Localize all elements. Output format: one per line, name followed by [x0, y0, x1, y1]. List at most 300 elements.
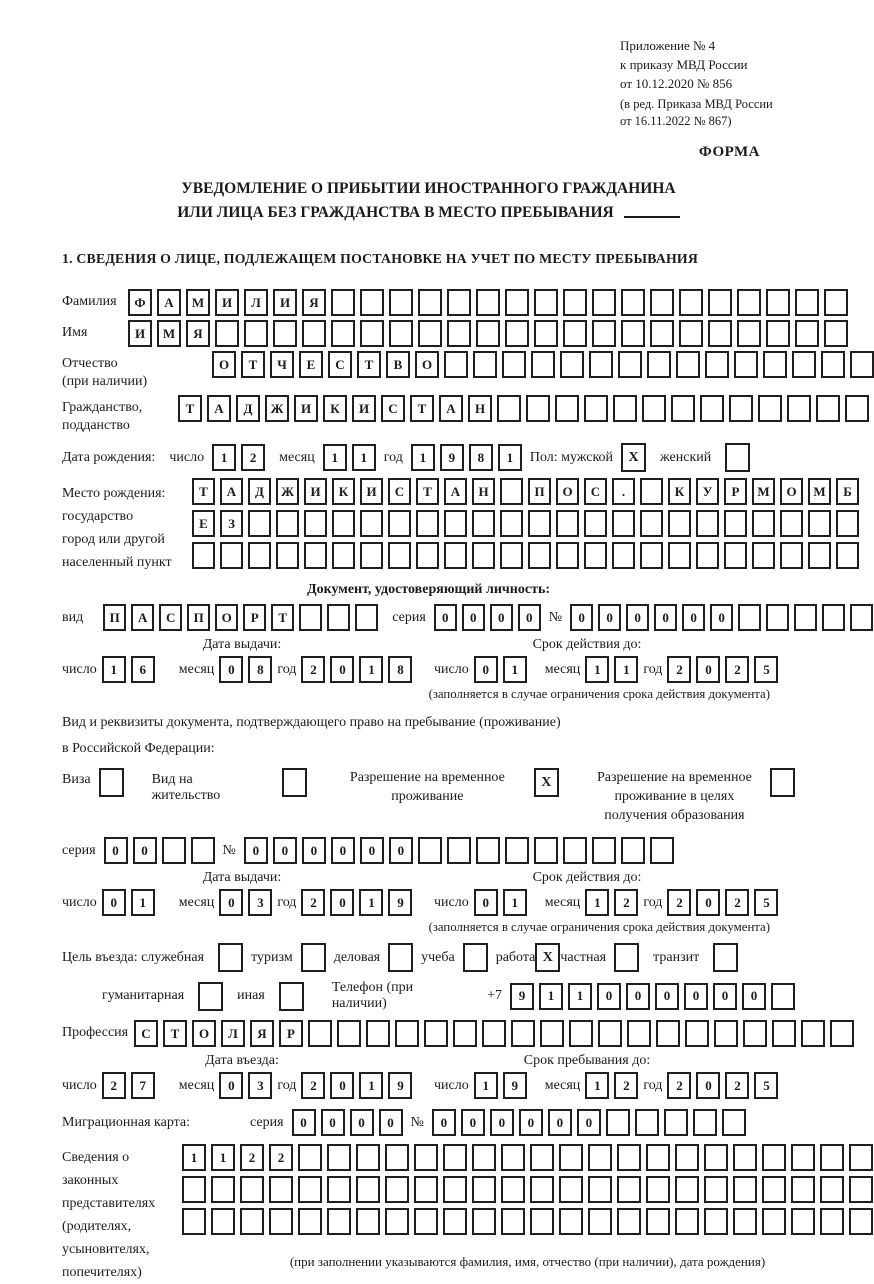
char-cell[interactable]: 1 — [585, 889, 609, 916]
char-cell[interactable] — [563, 289, 587, 316]
char-cell[interactable]: А — [157, 289, 181, 316]
char-cell[interactable] — [505, 837, 529, 864]
char-cell[interactable] — [418, 320, 442, 347]
char-cell[interactable] — [738, 604, 761, 631]
char-cell[interactable] — [850, 351, 874, 378]
char-cell[interactable]: И — [352, 395, 376, 422]
char-cell[interactable]: 0 — [461, 1109, 485, 1136]
char-cell[interactable] — [443, 1208, 467, 1235]
char-cell[interactable] — [850, 604, 873, 631]
char-cell[interactable] — [704, 1144, 728, 1171]
char-cell[interactable]: 1 — [585, 656, 609, 683]
char-cell[interactable] — [497, 395, 521, 422]
char-cell[interactable]: 0 — [219, 1072, 243, 1099]
char-cell[interactable]: 9 — [388, 889, 412, 916]
char-cell[interactable] — [752, 510, 775, 537]
char-cell[interactable] — [416, 542, 439, 569]
char-cell[interactable] — [331, 320, 355, 347]
char-cell[interactable] — [588, 1144, 612, 1171]
char-cell[interactable] — [588, 1176, 612, 1203]
char-cell[interactable] — [824, 289, 848, 316]
purpose-official-checkbox[interactable] — [218, 943, 243, 972]
char-cell[interactable] — [276, 542, 299, 569]
char-cell[interactable] — [473, 351, 497, 378]
char-cell[interactable]: С — [381, 395, 405, 422]
char-cell[interactable]: 0 — [518, 604, 541, 631]
char-cell[interactable]: Б — [836, 478, 859, 505]
char-cell[interactable] — [617, 1176, 641, 1203]
char-cell[interactable]: 1 — [131, 889, 155, 916]
char-cell[interactable]: 0 — [292, 1109, 316, 1136]
char-cell[interactable]: 0 — [102, 889, 126, 916]
char-cell[interactable] — [192, 542, 215, 569]
char-cell[interactable] — [482, 1020, 506, 1047]
char-cell[interactable]: И — [294, 395, 318, 422]
char-cell[interactable] — [640, 542, 663, 569]
char-cell[interactable] — [501, 1176, 525, 1203]
char-cell[interactable] — [836, 510, 859, 537]
char-cell[interactable]: 0 — [519, 1109, 543, 1136]
char-cell[interactable] — [705, 351, 729, 378]
char-cell[interactable] — [676, 351, 700, 378]
char-cell[interactable]: 0 — [654, 604, 677, 631]
char-cell[interactable] — [733, 1176, 757, 1203]
char-cell[interactable] — [791, 1176, 815, 1203]
purpose-private-checkbox[interactable] — [614, 943, 639, 972]
char-cell[interactable]: О — [215, 604, 238, 631]
char-cell[interactable] — [182, 1208, 206, 1235]
char-cell[interactable] — [298, 1176, 322, 1203]
char-cell[interactable]: К — [668, 478, 691, 505]
char-cell[interactable] — [646, 1208, 670, 1235]
char-cell[interactable]: 2 — [667, 1072, 691, 1099]
char-cell[interactable] — [598, 1020, 622, 1047]
char-cell[interactable]: 0 — [577, 1109, 601, 1136]
char-cell[interactable]: 1 — [503, 889, 527, 916]
char-cell[interactable] — [443, 1144, 467, 1171]
char-cell[interactable] — [500, 542, 523, 569]
char-cell[interactable] — [356, 1144, 380, 1171]
char-cell[interactable] — [302, 320, 326, 347]
char-cell[interactable] — [476, 837, 500, 864]
char-cell[interactable] — [795, 320, 819, 347]
char-cell[interactable] — [621, 320, 645, 347]
purpose-work-checkbox[interactable]: X — [535, 943, 560, 972]
char-cell[interactable]: Ч — [270, 351, 294, 378]
char-cell[interactable] — [787, 395, 811, 422]
char-cell[interactable]: 2 — [725, 656, 749, 683]
char-cell[interactable]: А — [131, 604, 154, 631]
char-cell[interactable]: 0 — [379, 1109, 403, 1136]
char-cell[interactable]: О — [192, 1020, 216, 1047]
char-cell[interactable] — [650, 837, 674, 864]
char-cell[interactable]: 0 — [330, 656, 354, 683]
char-cell[interactable]: 0 — [570, 604, 593, 631]
char-cell[interactable]: С — [388, 478, 411, 505]
char-cell[interactable] — [304, 542, 327, 569]
purpose-business-checkbox[interactable] — [388, 943, 413, 972]
char-cell[interactable] — [215, 320, 239, 347]
char-cell[interactable]: 2 — [614, 1072, 638, 1099]
char-cell[interactable] — [385, 1144, 409, 1171]
char-cell[interactable] — [737, 289, 761, 316]
char-cell[interactable] — [273, 320, 297, 347]
char-cell[interactable] — [424, 1020, 448, 1047]
char-cell[interactable] — [540, 1020, 564, 1047]
char-cell[interactable]: 2 — [667, 656, 691, 683]
char-cell[interactable] — [650, 320, 674, 347]
char-cell[interactable] — [248, 510, 271, 537]
char-cell[interactable]: 1 — [474, 1072, 498, 1099]
char-cell[interactable] — [849, 1208, 873, 1235]
char-cell[interactable]: 2 — [301, 1072, 325, 1099]
char-cell[interactable] — [647, 351, 671, 378]
char-cell[interactable] — [220, 542, 243, 569]
char-cell[interactable] — [559, 1208, 583, 1235]
char-cell[interactable] — [733, 1208, 757, 1235]
char-cell[interactable]: 9 — [510, 983, 534, 1010]
char-cell[interactable] — [366, 1020, 390, 1047]
char-cell[interactable] — [211, 1176, 235, 1203]
char-cell[interactable] — [737, 320, 761, 347]
char-cell[interactable] — [360, 289, 384, 316]
char-cell[interactable] — [356, 1208, 380, 1235]
char-cell[interactable]: 2 — [269, 1144, 293, 1171]
char-cell[interactable] — [743, 1020, 767, 1047]
char-cell[interactable] — [502, 351, 526, 378]
char-cell[interactable] — [444, 510, 467, 537]
char-cell[interactable]: 0 — [474, 889, 498, 916]
char-cell[interactable]: 3 — [248, 889, 272, 916]
char-cell[interactable]: 2 — [667, 889, 691, 916]
char-cell[interactable] — [780, 510, 803, 537]
char-cell[interactable]: О — [780, 478, 803, 505]
char-cell[interactable]: 0 — [684, 983, 708, 1010]
char-cell[interactable] — [476, 320, 500, 347]
char-cell[interactable]: П — [103, 604, 126, 631]
char-cell[interactable]: Т — [357, 351, 381, 378]
char-cell[interactable] — [418, 837, 442, 864]
char-cell[interactable]: 9 — [503, 1072, 527, 1099]
char-cell[interactable] — [472, 510, 495, 537]
char-cell[interactable] — [472, 1176, 496, 1203]
char-cell[interactable] — [443, 1176, 467, 1203]
char-cell[interactable]: М — [157, 320, 181, 347]
char-cell[interactable]: Я — [302, 289, 326, 316]
char-cell[interactable] — [388, 510, 411, 537]
char-cell[interactable] — [801, 1020, 825, 1047]
char-cell[interactable]: Т — [410, 395, 434, 422]
char-cell[interactable] — [244, 320, 268, 347]
char-cell[interactable]: О — [556, 478, 579, 505]
char-cell[interactable] — [617, 1144, 641, 1171]
char-cell[interactable] — [675, 1144, 699, 1171]
char-cell[interactable]: В — [386, 351, 410, 378]
char-cell[interactable] — [472, 1208, 496, 1235]
char-cell[interactable]: С — [134, 1020, 158, 1047]
char-cell[interactable] — [304, 510, 327, 537]
char-cell[interactable]: З — [220, 510, 243, 537]
char-cell[interactable] — [327, 1144, 351, 1171]
char-cell[interactable] — [724, 542, 747, 569]
char-cell[interactable]: 0 — [710, 604, 733, 631]
char-cell[interactable] — [531, 351, 555, 378]
char-cell[interactable]: М — [186, 289, 210, 316]
char-cell[interactable] — [526, 395, 550, 422]
char-cell[interactable]: 1 — [323, 444, 347, 471]
char-cell[interactable] — [708, 320, 732, 347]
char-cell[interactable]: 1 — [212, 444, 236, 471]
char-cell[interactable] — [792, 351, 816, 378]
char-cell[interactable] — [640, 478, 663, 505]
char-cell[interactable] — [528, 510, 551, 537]
char-cell[interactable]: 1 — [539, 983, 563, 1010]
purpose-other-checkbox[interactable] — [279, 982, 304, 1011]
char-cell[interactable] — [416, 510, 439, 537]
char-cell[interactable]: М — [808, 478, 831, 505]
char-cell[interactable] — [830, 1020, 854, 1047]
char-cell[interactable]: 0 — [626, 604, 649, 631]
char-cell[interactable] — [780, 542, 803, 569]
char-cell[interactable]: 0 — [331, 837, 355, 864]
char-cell[interactable] — [584, 542, 607, 569]
char-cell[interactable]: С — [159, 604, 182, 631]
char-cell[interactable] — [766, 289, 790, 316]
char-cell[interactable] — [762, 1208, 786, 1235]
char-cell[interactable]: Л — [221, 1020, 245, 1047]
char-cell[interactable]: О — [415, 351, 439, 378]
char-cell[interactable] — [668, 542, 691, 569]
purpose-humanitarian-checkbox[interactable] — [198, 982, 223, 1011]
char-cell[interactable]: . — [612, 478, 635, 505]
char-cell[interactable] — [569, 1020, 593, 1047]
purpose-tourism-checkbox[interactable] — [301, 943, 326, 972]
char-cell[interactable]: 1 — [359, 889, 383, 916]
char-cell[interactable] — [556, 542, 579, 569]
char-cell[interactable] — [824, 320, 848, 347]
char-cell[interactable] — [528, 542, 551, 569]
char-cell[interactable]: 9 — [440, 444, 464, 471]
char-cell[interactable] — [453, 1020, 477, 1047]
char-cell[interactable]: 0 — [219, 656, 243, 683]
char-cell[interactable] — [592, 320, 616, 347]
char-cell[interactable]: 1 — [182, 1144, 206, 1171]
char-cell[interactable]: 0 — [219, 889, 243, 916]
char-cell[interactable] — [388, 542, 411, 569]
char-cell[interactable] — [724, 510, 747, 537]
char-cell[interactable] — [656, 1020, 680, 1047]
char-cell[interactable] — [772, 1020, 796, 1047]
char-cell[interactable] — [708, 289, 732, 316]
char-cell[interactable] — [700, 395, 724, 422]
char-cell[interactable] — [298, 1208, 322, 1235]
char-cell[interactable] — [836, 542, 859, 569]
char-cell[interactable] — [308, 1020, 332, 1047]
sex-male-checkbox[interactable]: X — [621, 443, 646, 472]
char-cell[interactable] — [635, 1109, 659, 1136]
char-cell[interactable]: 0 — [598, 604, 621, 631]
char-cell[interactable] — [734, 351, 758, 378]
char-cell[interactable]: Л — [244, 289, 268, 316]
char-cell[interactable] — [248, 542, 271, 569]
char-cell[interactable] — [501, 1208, 525, 1235]
residence-permit-checkbox[interactable] — [282, 768, 307, 797]
char-cell[interactable] — [618, 351, 642, 378]
char-cell[interactable]: Я — [186, 320, 210, 347]
char-cell[interactable] — [269, 1176, 293, 1203]
char-cell[interactable] — [556, 510, 579, 537]
char-cell[interactable]: Д — [236, 395, 260, 422]
char-cell[interactable] — [621, 837, 645, 864]
char-cell[interactable]: 1 — [568, 983, 592, 1010]
char-cell[interactable]: 1 — [585, 1072, 609, 1099]
char-cell[interactable] — [162, 837, 186, 864]
char-cell[interactable] — [671, 395, 695, 422]
char-cell[interactable]: 7 — [131, 1072, 155, 1099]
char-cell[interactable] — [675, 1208, 699, 1235]
char-cell[interactable] — [385, 1208, 409, 1235]
char-cell[interactable]: А — [207, 395, 231, 422]
char-cell[interactable] — [589, 351, 613, 378]
char-cell[interactable]: 2 — [725, 1072, 749, 1099]
char-cell[interactable]: 0 — [434, 604, 457, 631]
char-cell[interactable] — [563, 320, 587, 347]
char-cell[interactable] — [389, 289, 413, 316]
char-cell[interactable] — [679, 320, 703, 347]
char-cell[interactable]: Н — [468, 395, 492, 422]
char-cell[interactable]: Е — [192, 510, 215, 537]
char-cell[interactable] — [845, 395, 869, 422]
char-cell[interactable]: А — [444, 478, 467, 505]
char-cell[interactable]: 0 — [682, 604, 705, 631]
char-cell[interactable] — [530, 1176, 554, 1203]
char-cell[interactable]: 2 — [102, 1072, 126, 1099]
char-cell[interactable]: М — [752, 478, 775, 505]
char-cell[interactable]: 1 — [352, 444, 376, 471]
char-cell[interactable] — [766, 604, 789, 631]
char-cell[interactable]: 0 — [655, 983, 679, 1010]
char-cell[interactable]: И — [128, 320, 152, 347]
char-cell[interactable] — [621, 289, 645, 316]
char-cell[interactable] — [612, 542, 635, 569]
char-cell[interactable] — [729, 395, 753, 422]
char-cell[interactable]: К — [332, 478, 355, 505]
char-cell[interactable] — [555, 395, 579, 422]
char-cell[interactable]: 1 — [359, 656, 383, 683]
char-cell[interactable] — [758, 395, 782, 422]
char-cell[interactable] — [646, 1176, 670, 1203]
char-cell[interactable] — [360, 510, 383, 537]
char-cell[interactable]: И — [215, 289, 239, 316]
char-cell[interactable]: 0 — [244, 837, 268, 864]
char-cell[interactable]: 0 — [548, 1109, 572, 1136]
char-cell[interactable]: 5 — [754, 656, 778, 683]
char-cell[interactable]: Ж — [276, 478, 299, 505]
char-cell[interactable] — [355, 604, 378, 631]
char-cell[interactable]: Т — [178, 395, 202, 422]
char-cell[interactable]: 0 — [597, 983, 621, 1010]
char-cell[interactable]: 0 — [330, 889, 354, 916]
char-cell[interactable] — [821, 351, 845, 378]
char-cell[interactable]: 0 — [321, 1109, 345, 1136]
char-cell[interactable]: 1 — [102, 656, 126, 683]
char-cell[interactable] — [269, 1208, 293, 1235]
char-cell[interactable] — [472, 542, 495, 569]
char-cell[interactable]: С — [584, 478, 607, 505]
char-cell[interactable] — [414, 1144, 438, 1171]
char-cell[interactable] — [240, 1208, 264, 1235]
char-cell[interactable] — [664, 1109, 688, 1136]
sex-female-checkbox[interactable] — [725, 443, 750, 472]
char-cell[interactable] — [752, 542, 775, 569]
char-cell[interactable]: 8 — [248, 656, 272, 683]
char-cell[interactable] — [714, 1020, 738, 1047]
char-cell[interactable] — [534, 837, 558, 864]
char-cell[interactable] — [795, 289, 819, 316]
char-cell[interactable] — [511, 1020, 535, 1047]
char-cell[interactable] — [191, 837, 215, 864]
char-cell[interactable] — [592, 837, 616, 864]
char-cell[interactable]: 0 — [474, 656, 498, 683]
char-cell[interactable]: 9 — [388, 1072, 412, 1099]
char-cell[interactable] — [613, 395, 637, 422]
char-cell[interactable] — [332, 510, 355, 537]
char-cell[interactable]: 2 — [725, 889, 749, 916]
char-cell[interactable] — [211, 1208, 235, 1235]
char-cell[interactable] — [327, 604, 350, 631]
char-cell[interactable] — [733, 1144, 757, 1171]
char-cell[interactable]: 1 — [498, 444, 522, 471]
char-cell[interactable] — [501, 1144, 525, 1171]
char-cell[interactable] — [389, 320, 413, 347]
char-cell[interactable] — [650, 289, 674, 316]
char-cell[interactable]: Ф — [128, 289, 152, 316]
purpose-study-checkbox[interactable] — [463, 943, 488, 972]
char-cell[interactable] — [563, 837, 587, 864]
char-cell[interactable] — [395, 1020, 419, 1047]
char-cell[interactable]: У — [696, 478, 719, 505]
char-cell[interactable] — [472, 1144, 496, 1171]
char-cell[interactable]: 0 — [302, 837, 326, 864]
char-cell[interactable]: И — [273, 289, 297, 316]
char-cell[interactable] — [766, 320, 790, 347]
char-cell[interactable] — [612, 510, 635, 537]
char-cell[interactable]: С — [328, 351, 352, 378]
char-cell[interactable] — [849, 1144, 873, 1171]
char-cell[interactable] — [505, 320, 529, 347]
char-cell[interactable]: И — [304, 478, 327, 505]
char-cell[interactable]: 0 — [490, 604, 513, 631]
char-cell[interactable]: 0 — [462, 604, 485, 631]
char-cell[interactable]: 1 — [503, 656, 527, 683]
char-cell[interactable]: 0 — [432, 1109, 456, 1136]
char-cell[interactable] — [704, 1176, 728, 1203]
char-cell[interactable]: Т — [241, 351, 265, 378]
char-cell[interactable] — [444, 542, 467, 569]
char-cell[interactable]: 0 — [389, 837, 413, 864]
char-cell[interactable] — [771, 983, 795, 1010]
char-cell[interactable] — [534, 289, 558, 316]
char-cell[interactable]: 5 — [754, 1072, 778, 1099]
char-cell[interactable] — [816, 395, 840, 422]
char-cell[interactable] — [642, 395, 666, 422]
char-cell[interactable] — [530, 1144, 554, 1171]
char-cell[interactable] — [327, 1208, 351, 1235]
char-cell[interactable]: Т — [416, 478, 439, 505]
char-cell[interactable] — [530, 1208, 554, 1235]
char-cell[interactable] — [627, 1020, 651, 1047]
char-cell[interactable]: 0 — [273, 837, 297, 864]
